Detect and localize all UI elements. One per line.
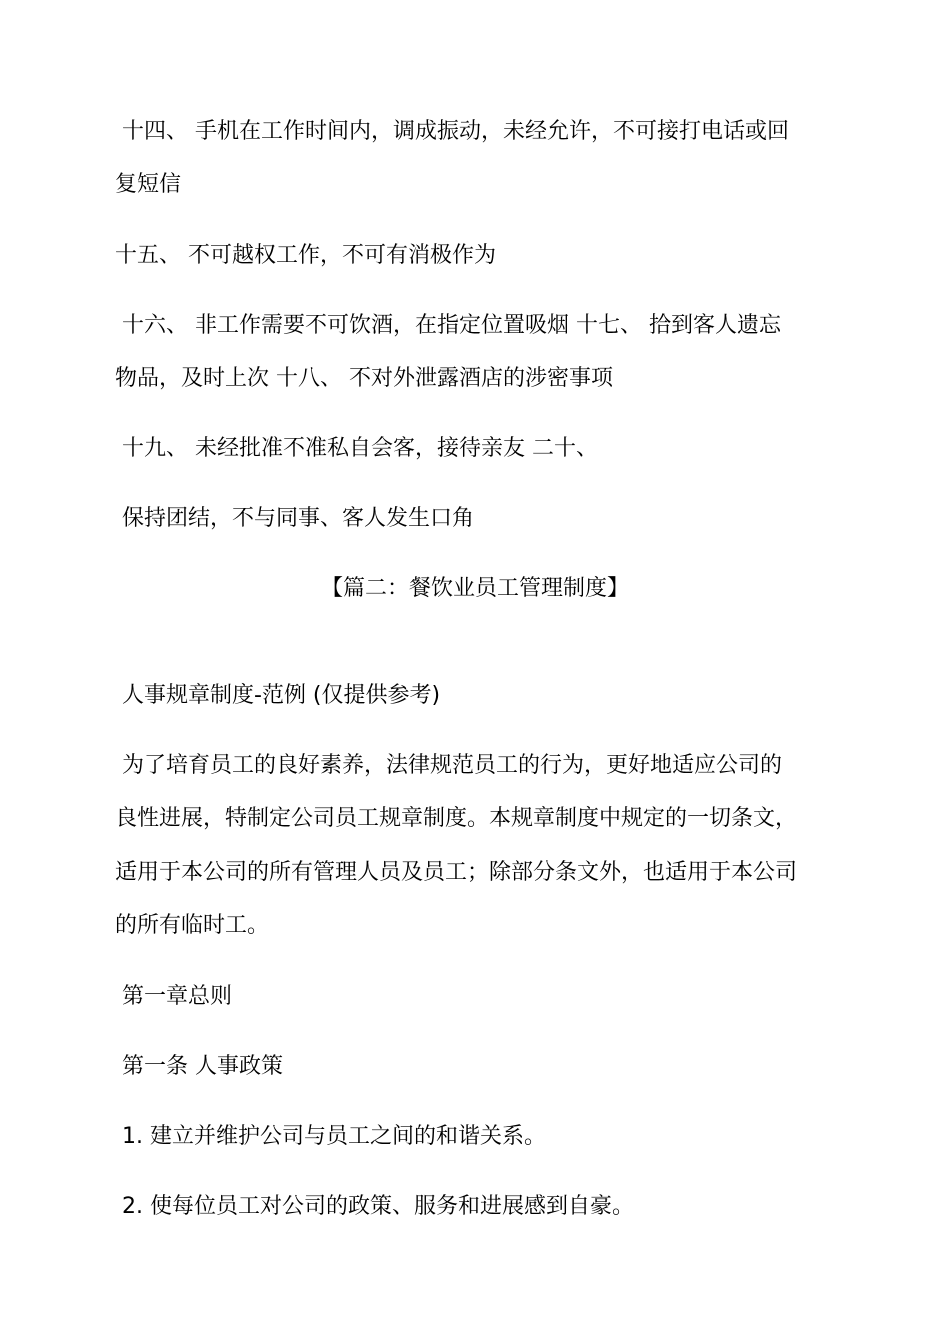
intro-paragraph-line-3: 适用于本公司的所有管理人员及员工；除部分条文外，也适用于本公司 [115, 860, 798, 885]
paragraph-rule-14: 十四、 手机在工作时间内，调成振动，未经允许，不可接打电话或回 [122, 119, 789, 144]
paragraph-rule-19-20: 十九、 未经批准不准私自会客，接待亲友 二十、 [122, 436, 598, 461]
list-item-1: 1. 建立并维护公司与员工之间的和谐关系。 [122, 1124, 546, 1149]
paragraph-rule-20-cont: 保持团结，不与同事、客人发生口角 [122, 506, 475, 531]
paragraph-rule-16-17: 十六、 非工作需要不可饮酒，在指定位置吸烟 十七、 拾到客人遗忘 [122, 313, 781, 338]
article-heading: 第一条 人事政策 [122, 1054, 283, 1079]
intro-paragraph-line-2: 良性进展，特制定公司员工规章制度。本规章制度中规定的一切条文， [115, 806, 798, 831]
section-heading: 【篇二：餐饮业员工管理制度】 [320, 576, 629, 601]
paragraph-rule-15: 十五、 不可越权工作，不可有消极作为 [115, 243, 496, 268]
list-item-2: 2. 使每位员工对公司的政策、服务和进展感到自豪。 [122, 1194, 634, 1219]
intro-paragraph-line-1: 为了培育员工的良好素养，法律规范员工的行为，更好地适应公司的 [122, 753, 783, 778]
intro-paragraph-line-4: 的所有临时工。 [115, 913, 270, 938]
paragraph-rule-14-cont: 复短信 [115, 172, 182, 197]
paragraph-rule-17-18: 物品，及时上次 十八、 不对外泄露酒店的涉密事项 [115, 366, 613, 391]
chapter-heading: 第一章总则 [122, 984, 233, 1009]
document-title: 人事规章制度-范例 (仅提供参考) [122, 683, 441, 708]
